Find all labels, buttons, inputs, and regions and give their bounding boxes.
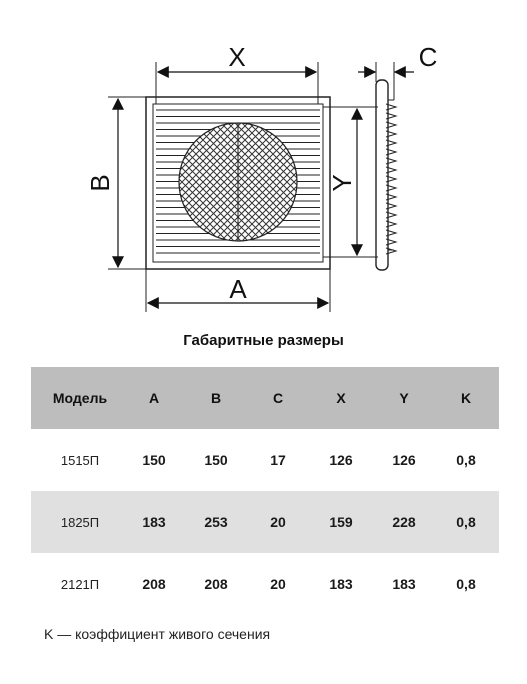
label-a: A [229, 274, 247, 304]
value-y: 183 [392, 576, 416, 592]
label-x: X [228, 42, 246, 72]
header-y: Y [399, 390, 409, 406]
value-k: 0,8 [456, 514, 476, 530]
value-c: 17 [270, 452, 286, 468]
label-b: B [85, 174, 115, 192]
header-b: B [210, 390, 222, 406]
label-c: C [418, 42, 438, 72]
model-cell: 1825П [60, 514, 100, 530]
dimension-b [85, 97, 146, 269]
value-a: 150 [142, 452, 166, 468]
dimensions-caption: Габаритные размеры [183, 332, 344, 349]
table-row [31, 491, 499, 553]
value-a: 208 [142, 576, 166, 592]
value-x: 126 [329, 452, 353, 468]
model-cell: 1515П [60, 452, 100, 468]
table-row [31, 553, 499, 615]
dimension-c [358, 42, 437, 100]
header-x: X [336, 390, 346, 406]
value-y: 126 [392, 452, 416, 468]
value-b: 150 [204, 452, 228, 468]
value-b: 208 [204, 576, 228, 592]
value-k: 0,8 [456, 452, 476, 468]
value-c: 20 [270, 576, 286, 592]
table-row [31, 429, 499, 491]
grille-front-view [146, 97, 330, 269]
value-c: 20 [270, 514, 286, 530]
value-b: 253 [204, 514, 228, 530]
table-header-row [31, 367, 499, 429]
dimensions-table [31, 367, 499, 615]
header-a: A [148, 390, 160, 406]
dimension-x [156, 42, 318, 104]
grille-dimension-drawing [0, 0, 527, 320]
value-y: 228 [392, 514, 416, 530]
header-model: Модель [52, 390, 108, 406]
model-cell: 2121П [60, 576, 100, 592]
dimension-a [146, 269, 330, 312]
value-x: 159 [329, 514, 353, 530]
label-y: Y [327, 174, 357, 192]
footnote-k-definition: K — коэффициент живого сечения [44, 626, 271, 642]
header-c: C [272, 390, 284, 406]
header-k: K [460, 390, 472, 406]
value-x: 183 [329, 576, 353, 592]
grille-side-view [376, 80, 396, 270]
dimension-y [323, 107, 378, 257]
value-a: 183 [142, 514, 166, 530]
value-k: 0,8 [456, 576, 476, 592]
